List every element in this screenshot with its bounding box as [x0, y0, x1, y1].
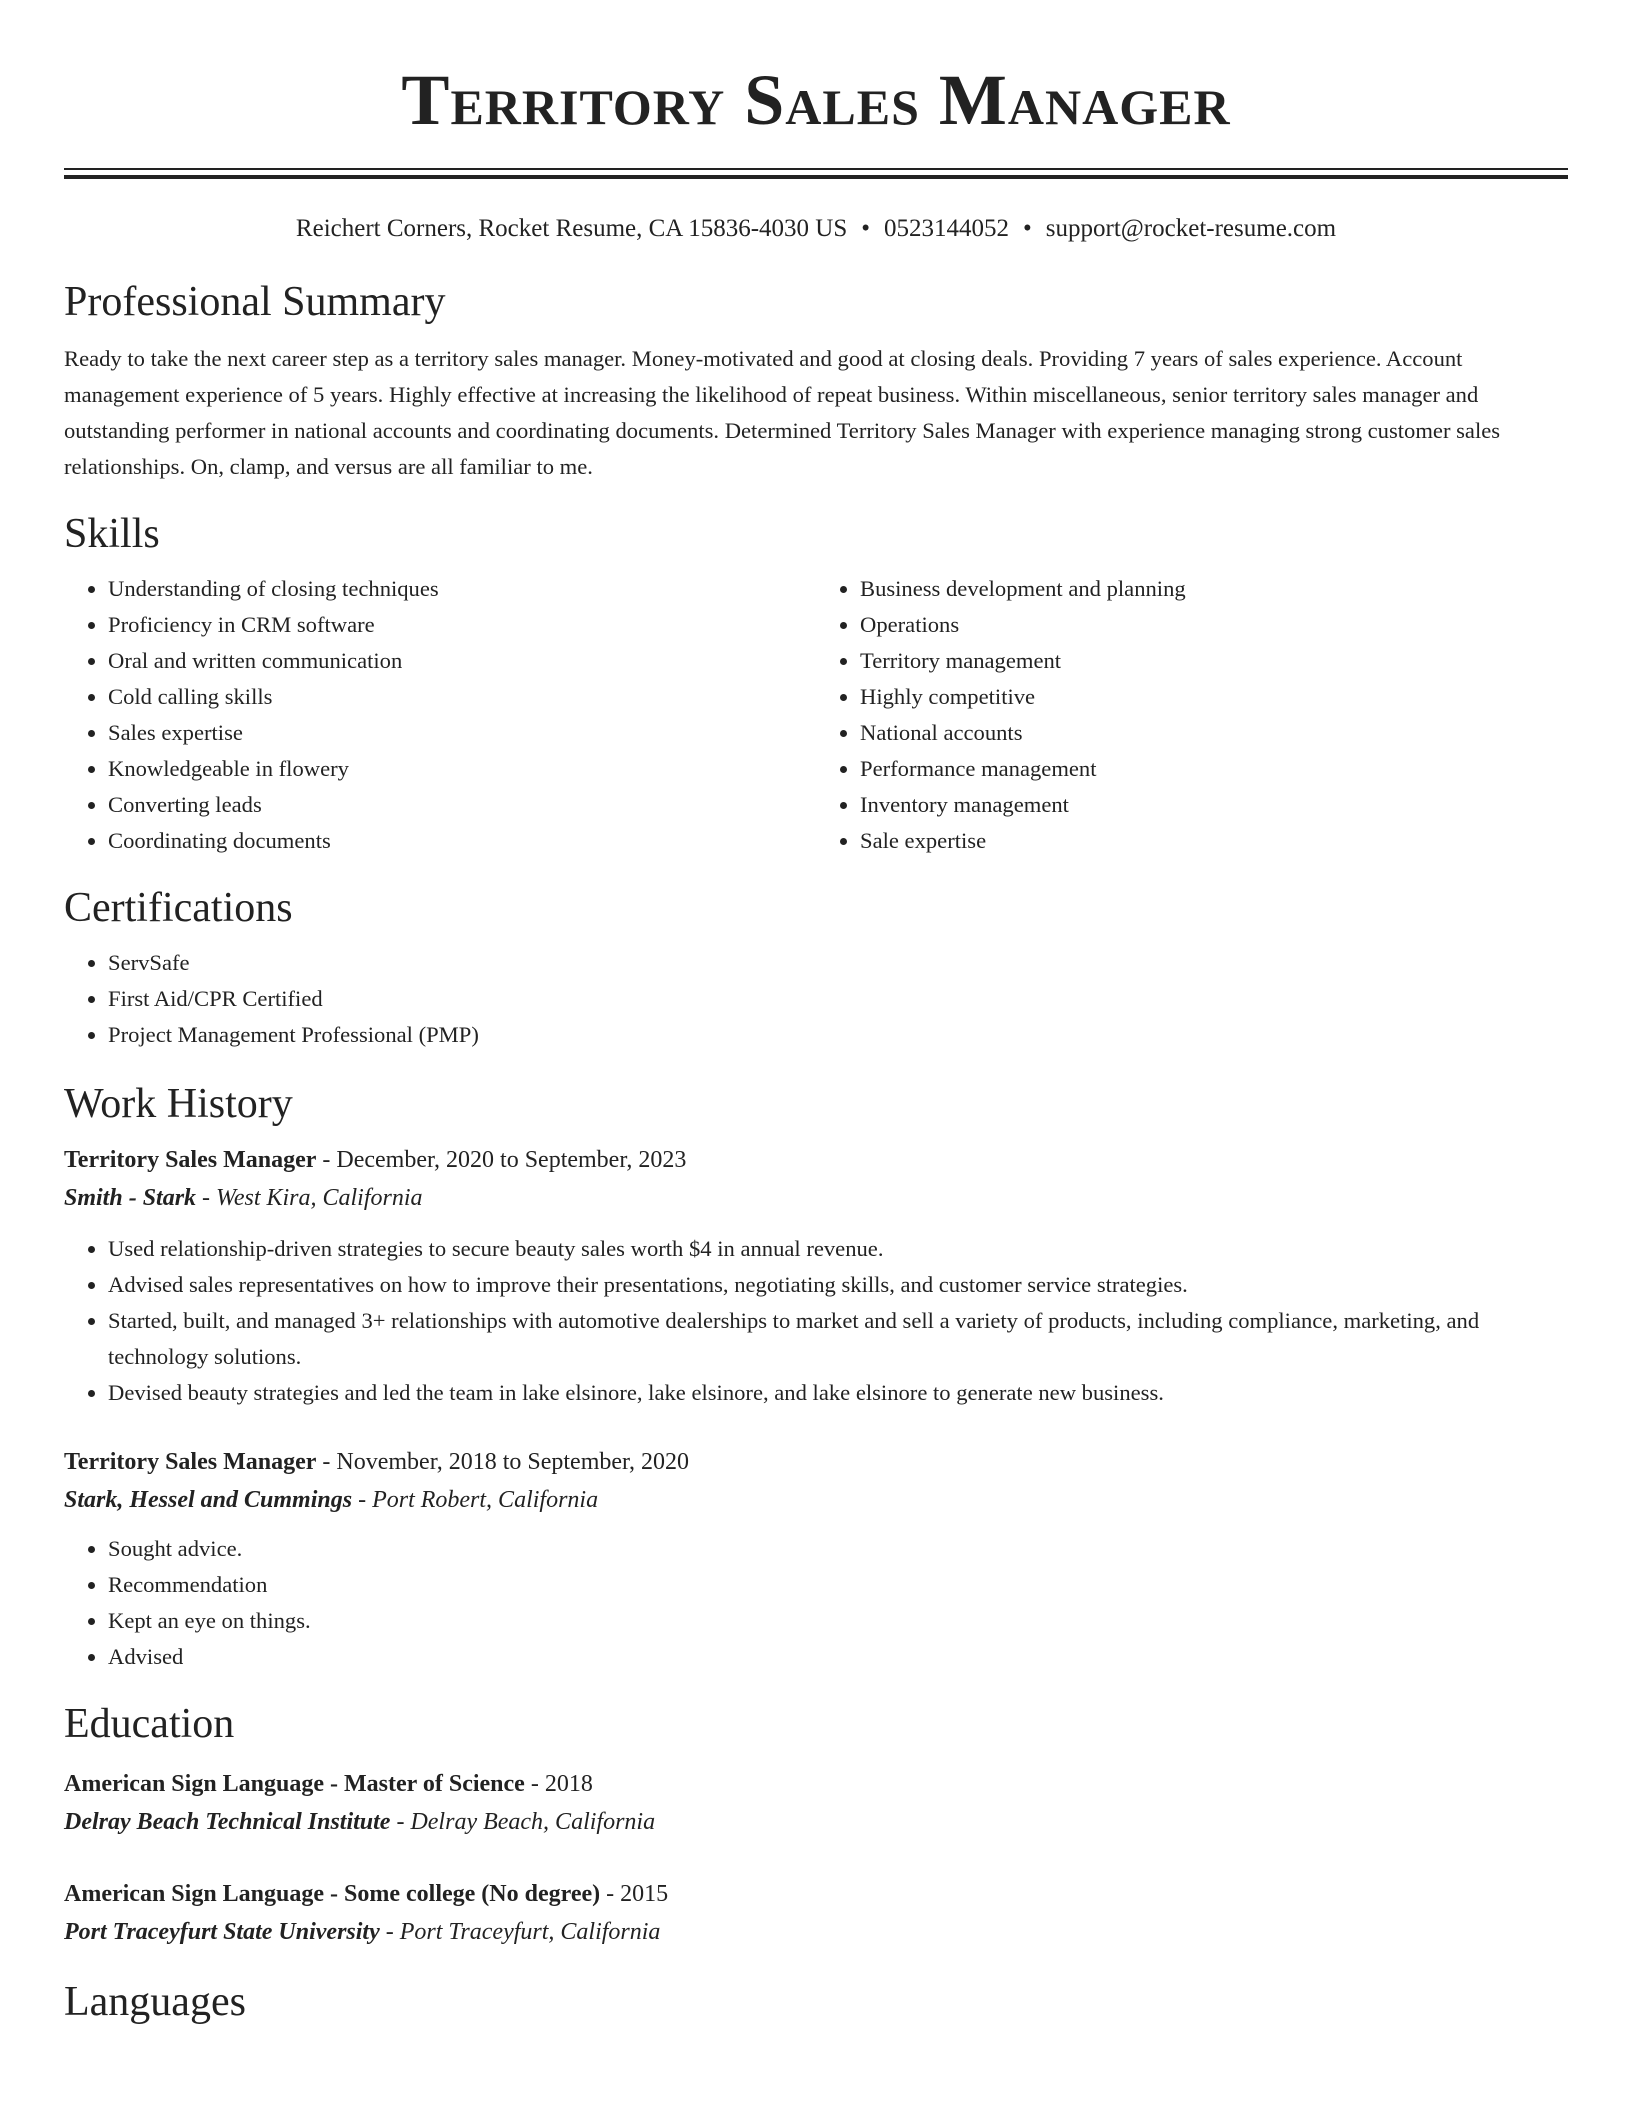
skill-item: • Sales expertise: [108, 715, 816, 751]
skills-left-list: [64, 571, 816, 859]
contact-separator: •: [861, 215, 871, 242]
skill-item: • Business development and planning: [860, 571, 1568, 607]
skill-item: • Operations: [860, 607, 1568, 643]
contact-phone: 0523144052: [884, 215, 1010, 242]
job-bullet: • Used relationship-driven strategies to secure beauty sales worth $4 in annual revenue.: [108, 1231, 1568, 1267]
education-entry: [64, 1875, 1568, 1951]
skills-columns: [64, 571, 1568, 859]
job-location: - West Kira, California: [196, 1185, 423, 1211]
skill-item: • Understanding of closing techniques: [108, 571, 816, 607]
skill-item: • Highly competitive: [860, 679, 1568, 715]
skill-item: • Proficiency in CRM software: [108, 607, 816, 643]
job-bullets: [64, 1231, 1568, 1411]
summary-text: Ready to take the next career step as a territory sales manager. Money-motivated and good at closing deals. Providing 7 years of sales experience. Account management experience of 5 years. Highly effective at increasing the likelihood of repeat business. Within miscellaneous, senior territory sales manager and outstanding performer in national accounts and coordinating documents. Determined Territory Sales Manager with experience managing strong customer sales relationships. On, clamp, and versus are all familiar to me.: [64, 346, 1501, 479]
skill-item: • Territory management: [860, 643, 1568, 679]
certifications-list: [64, 945, 1568, 1053]
skills-heading: Skills: [64, 511, 160, 557]
job-bullet: • Advised: [108, 1639, 1568, 1675]
education-degree-line: [64, 1765, 1568, 1803]
education-location: - Port Traceyfurt, California: [379, 1919, 661, 1945]
job-dates: - November, 2018 to September, 2020: [316, 1449, 690, 1475]
job-bullet: • Started, built, and managed 3+ relationships with automotive dealerships to market and sell a variety of products, including compliance, marketing, and technology solutions.: [108, 1303, 1568, 1375]
education-school-line: [64, 1913, 1568, 1951]
contact-address: Reichert Corners, Rocket Resume, CA 15836-4030 US: [295, 215, 848, 242]
title-divider-thick: [64, 175, 1568, 179]
skill-item: • National accounts: [860, 715, 1568, 751]
skill-item: • Coordinating documents: [108, 823, 816, 859]
education-school-line: [64, 1803, 1568, 1841]
skills-right-list: [816, 571, 1568, 859]
education-degree: American Sign Language - Master of Science: [64, 1771, 525, 1797]
skill-item: • Knowledgeable in flowery: [108, 751, 816, 787]
job-bullet: • Advised sales representatives on how to improve their presentations, negotiating skills, and customer service strategies.: [108, 1267, 1568, 1303]
certifications-heading: Certifications: [64, 885, 293, 931]
contact-email[interactable]: support@rocket-resume.com: [1045, 215, 1337, 242]
job-company: Smith - Stark: [64, 1185, 197, 1211]
education-location: - Delray Beach, California: [390, 1809, 656, 1835]
job-dates: - December, 2020 to September, 2023: [316, 1147, 687, 1173]
education-degree-line: [64, 1875, 1568, 1913]
resume-title: Territory Sales Manager: [401, 60, 1231, 140]
skill-item: • Sale expertise: [860, 823, 1568, 859]
job-company-line: [64, 1481, 1568, 1519]
certification-item: • ServSafe: [108, 945, 1568, 981]
job-entry: [64, 1141, 1568, 1411]
skill-item: • Oral and written communication: [108, 643, 816, 679]
job-title-line: [64, 1141, 1568, 1179]
education-year: - 2015: [600, 1881, 669, 1907]
education-heading: Education: [64, 1701, 235, 1747]
job-title-line: [64, 1443, 1568, 1481]
job-bullet: • Kept an eye on things.: [108, 1603, 1568, 1639]
education-entry: [64, 1765, 1568, 1841]
job-bullet: • Recommendation: [108, 1567, 1568, 1603]
education-year: - 2018: [524, 1771, 593, 1797]
skill-item: • Converting leads: [108, 787, 816, 823]
job-location: - Port Robert, California: [352, 1487, 599, 1513]
skill-item: • Inventory management: [860, 787, 1568, 823]
contact-line: [64, 213, 1568, 245]
job-title: Territory Sales Manager: [64, 1449, 317, 1475]
job-bullet: • Sought advice.: [108, 1531, 1568, 1567]
education-school: Port Traceyfurt State University: [64, 1919, 380, 1945]
certification-item: • First Aid/CPR Certified: [108, 981, 1568, 1017]
skill-item: • Performance management: [860, 751, 1568, 787]
education-degree: American Sign Language - Some college (No degree): [64, 1881, 601, 1907]
job-entry: [64, 1443, 1568, 1675]
job-company-line: [64, 1179, 1568, 1217]
skill-item: • Cold calling skills: [108, 679, 816, 715]
job-title: Territory Sales Manager: [64, 1147, 317, 1173]
summary-heading: Professional Summary: [64, 279, 446, 325]
languages-heading: Languages: [64, 1979, 246, 2025]
education-school: Delray Beach Technical Institute: [64, 1809, 391, 1835]
work-history-heading: Work History: [64, 1081, 293, 1127]
certification-item: • Project Management Professional (PMP): [108, 1017, 1568, 1053]
title-divider-thin: [64, 168, 1568, 170]
job-bullets: [64, 1531, 1568, 1675]
job-company: Stark, Hessel and Cummings: [64, 1487, 353, 1513]
contact-separator: •: [1023, 215, 1032, 242]
job-bullet: • Devised beauty strategies and led the team in lake elsinore, lake elsinore, and lake elsinore to generate new business.: [108, 1375, 1568, 1411]
